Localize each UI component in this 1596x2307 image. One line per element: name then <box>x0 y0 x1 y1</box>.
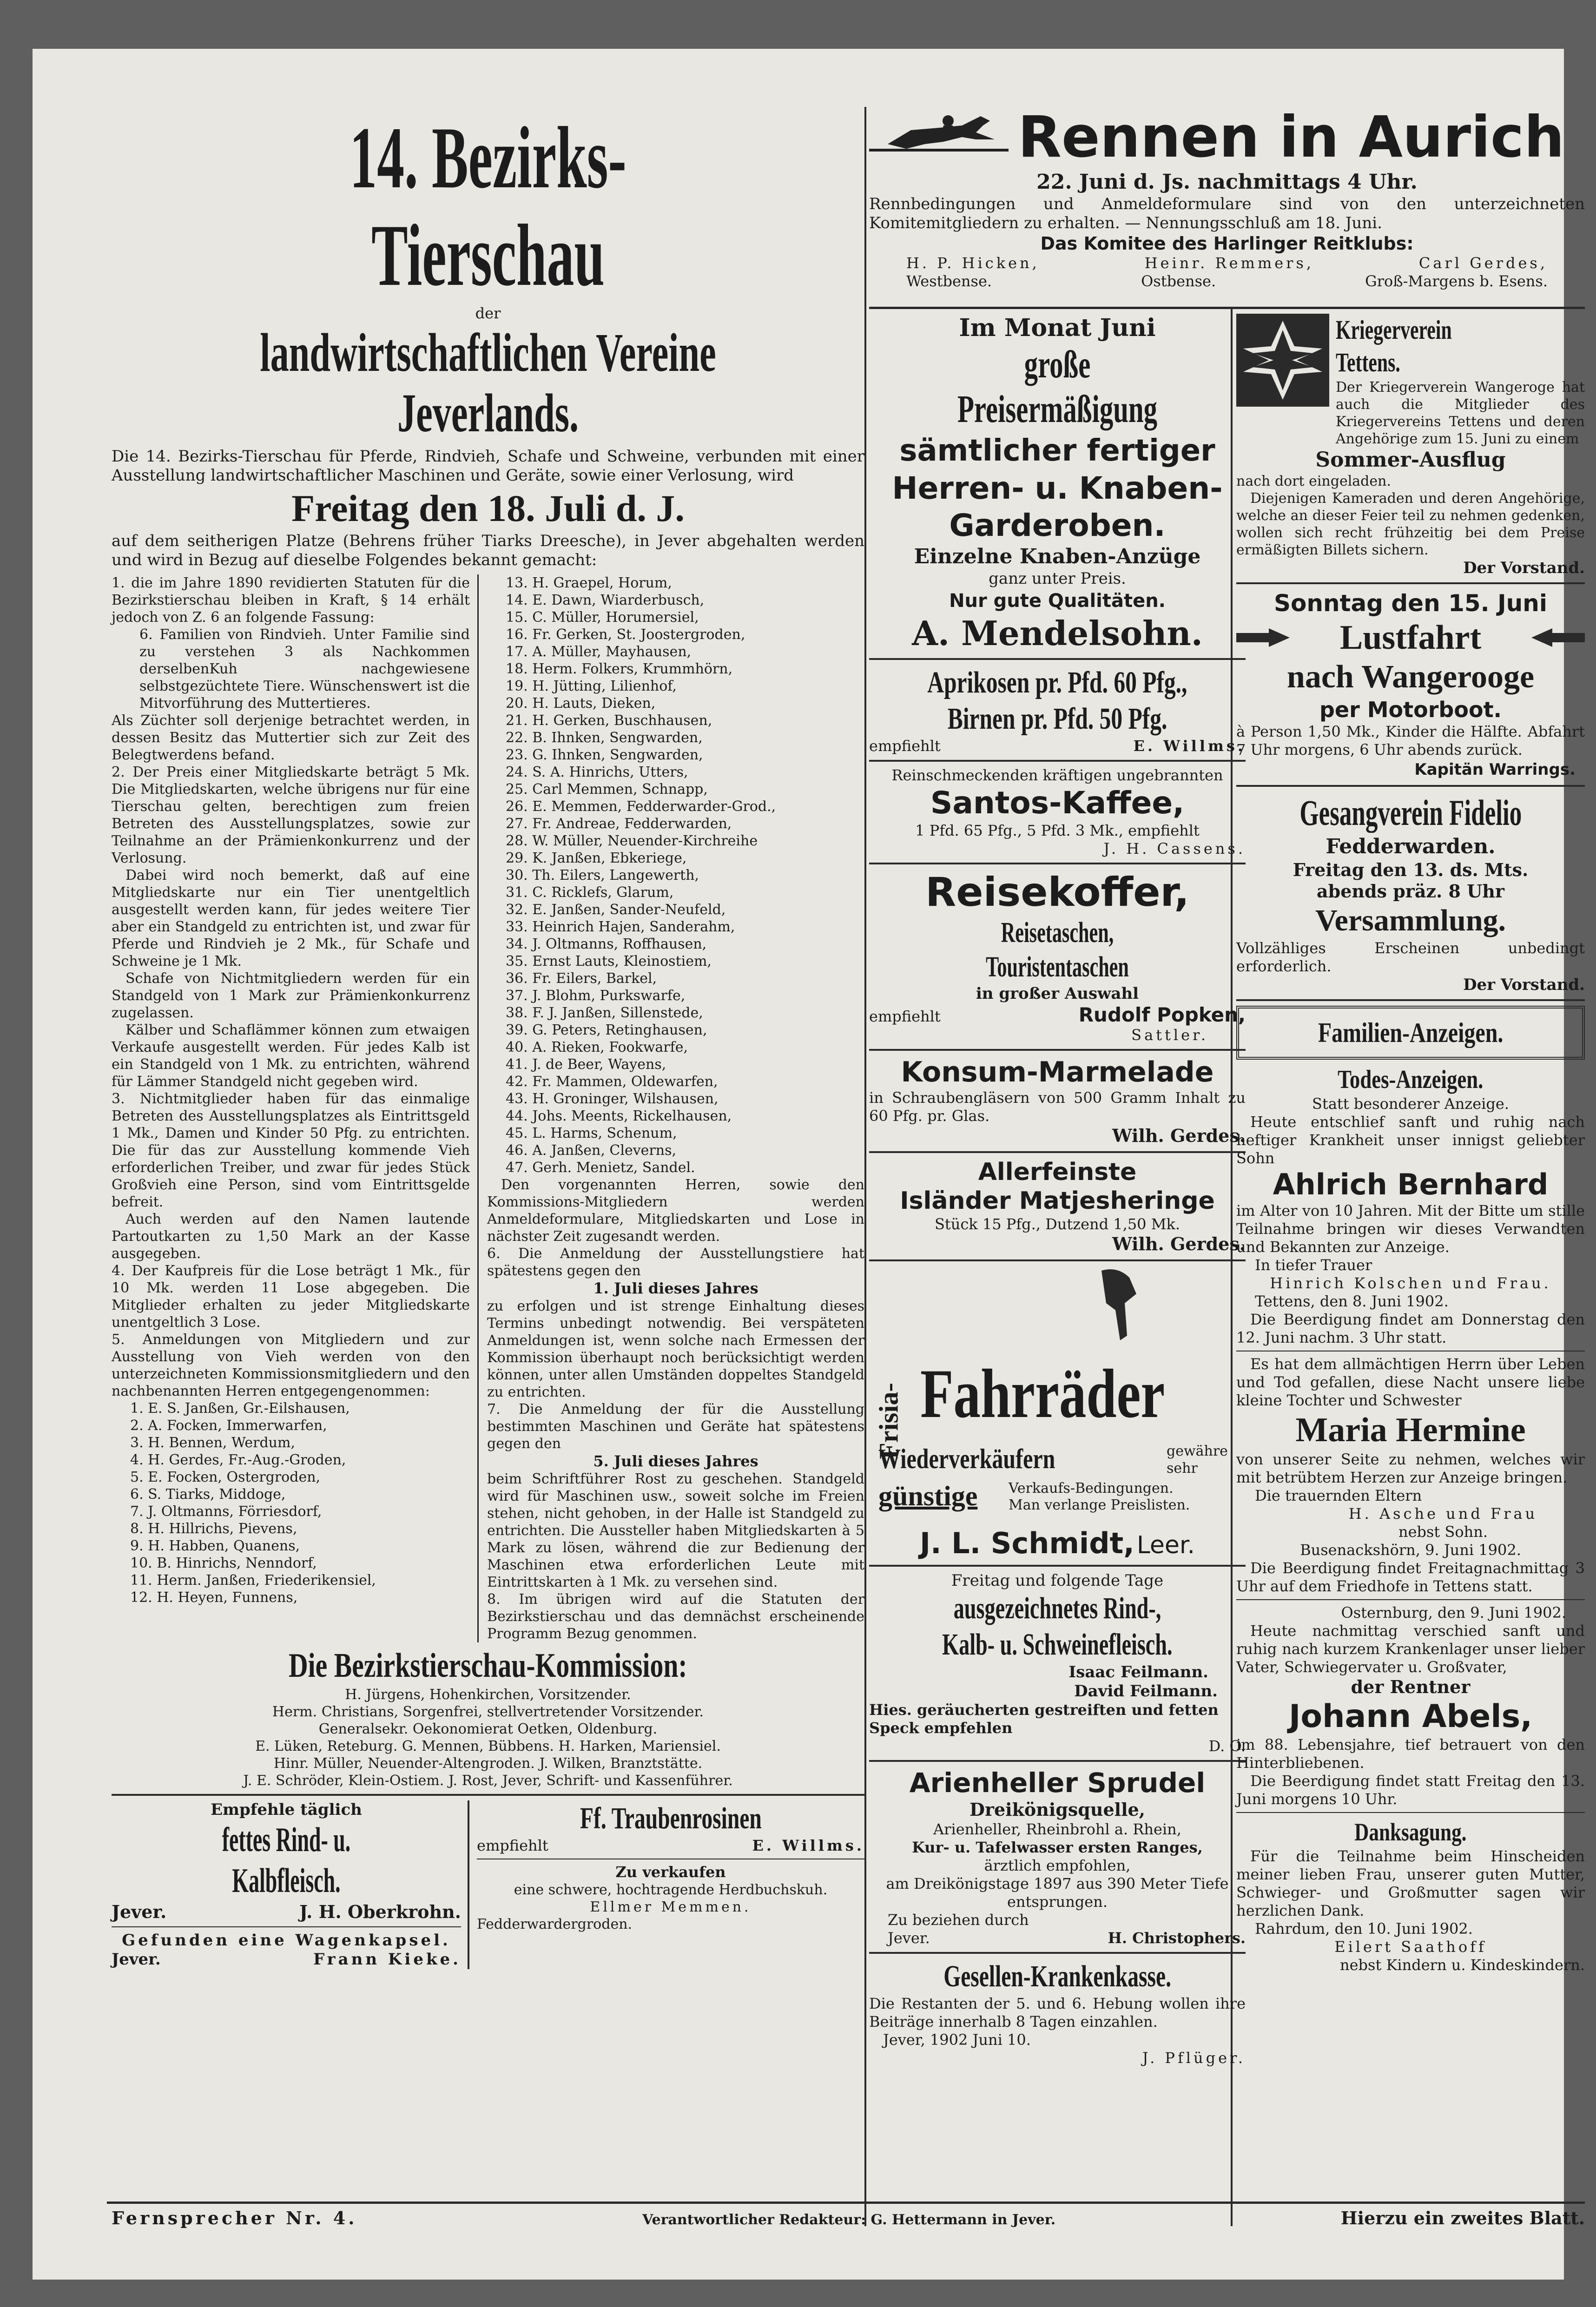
name-entry: 45. L. Harms, Schenum, <box>506 1125 677 1141</box>
todes-mourning: In tiefer Trauer <box>1255 1256 1372 1274</box>
fidelio-text: Vollzähliges Erscheinen unbedingt erforderlich. <box>1236 939 1585 975</box>
tod3-name: Johann Abels, <box>1289 1698 1532 1735</box>
fidelio-meeting: Versammlung. <box>1315 903 1506 937</box>
name-entry: 10. B. Hinrichs, Nenndorf, <box>130 1555 317 1571</box>
mendelsohn-quality: Nur gute Qualitäten. <box>949 590 1166 612</box>
name-entry: 36. Fr. Eilers, Barkel, <box>506 970 657 987</box>
luftfahrt-title: Lustfahrt <box>1339 619 1482 657</box>
racehorse-icon <box>869 112 1009 163</box>
fahrrad-company: J. L. Schmidt, <box>919 1526 1134 1560</box>
name-entry: 37. J. Blohm, Purkswarfe, <box>506 988 686 1004</box>
fidelio-place: Fedderwarden. <box>1326 835 1496 858</box>
luftfahrt-text: à Person 1,50 Mk., Kinder die Hälfte. Abfahrt 7 Uhr morgens, 6 Uhr abends zurück. <box>1236 723 1585 758</box>
fidelio-time: abends präz. 8 Uhr <box>1317 881 1504 902</box>
fahrrad-frisia: Frisia- <box>873 1383 904 1459</box>
name-entry: 17. A. Müller, Mayhausen, <box>506 644 692 660</box>
sprudel-city: Jever. <box>888 1929 930 1947</box>
name-entry: 14. E. Dawn, Wiarderbusch, <box>506 592 705 608</box>
rule-3: 3. Nichtmitglieder haben für das einmalige Betreten des Ausstellungsplatzes als Eintrittsgeld 1 Mk., Damen und Kinder 50 Pfg. zu entrichten. Die für das zur Ausstellung kommende Vieh erforderlichen Treiber, und zwar für jedes Stück Großvieh eine Person, sind vom Eintrittsgelde befreit. <box>112 1091 470 1210</box>
tod2-funeral: Die Beerdigung findet Freitagnachmittag 3 Uhr auf dem Friedhofe in Tettens statt. <box>1236 1559 1585 1595</box>
tierschau-der: der <box>475 304 501 322</box>
sprudel-recommend: ärztlich empfohlen, <box>984 1857 1131 1874</box>
name-entry: 5. E. Focken, Ostergroden, <box>130 1469 321 1485</box>
name-entry: 15. C. Müller, Horumersiel, <box>506 609 699 626</box>
commission-line: J. E. Schröder, Klein-Ostiem. J. Rost, Jever, Schrift- und Kassenführer. <box>243 1773 733 1789</box>
rennen-date: 22. Juni d. Js. nachmittags 4 Uhr. <box>1036 170 1418 194</box>
rules-right <box>479 574 864 1642</box>
tod2-name: Maria Hermine <box>1295 1411 1526 1449</box>
mendelsohn-line: Herren- u. Knaben- <box>892 470 1223 506</box>
koffer-empfiehlt: empfiehlt <box>869 1008 941 1025</box>
tod3-funeral: Die Beerdigung findet statt Freitag den 13. Juni morgens 10 Uhr. <box>1236 1772 1585 1808</box>
divider <box>869 1259 1246 1261</box>
name-entry: 33. Heinrich Hajen, Sanderahm, <box>506 919 735 935</box>
sprudel-source-by: Zu beziehen durch <box>888 1911 1029 1929</box>
fidelio-title: Gesangverein Fidelio <box>1299 792 1522 833</box>
todes-title: Todes-Anzeigen. <box>1338 1065 1484 1094</box>
dank-date: Rahrdum, den 10. Juni 1902. <box>1255 1920 1473 1938</box>
rules-left <box>112 574 479 1642</box>
fahrrad-pricelist: Man verlange Preislisten. <box>1009 1497 1190 1513</box>
commission-line: E. Lüken, Reteburg. G. Mennen, Bübbens. H. Harken, Mariensiel. <box>255 1738 721 1754</box>
kapsel-name: Frann Kieke. <box>313 1950 461 1969</box>
divider <box>869 1952 1246 1954</box>
footer-rule <box>107 2202 1585 2204</box>
dank-name: Eilert Saathoff <box>1334 1938 1487 1956</box>
column-right <box>1236 314 1585 2201</box>
fahrrad-title: Fahrräder <box>920 1355 1165 1432</box>
tod3-title: der Rentner <box>1351 1676 1471 1697</box>
oberkrohn-place: Jever. <box>112 1901 167 1922</box>
rule-6-date: 1. Juli dieses Jahres <box>593 1279 758 1297</box>
rule-forms: Den vorgenannten Herren, sowie den Kommissions-Mitgliedern werden Anmeldeformulare, Mitgliedskarten und Lose in nächster Zeit zugesandt werden. <box>487 1177 864 1245</box>
feilmann-intro: Freitag und folgende Tage <box>951 1571 1164 1590</box>
name-entry: 29. K. Janßen, Ebkeriege, <box>506 850 687 866</box>
name-entry: 6. S. Tiarks, Middoge, <box>130 1486 286 1503</box>
footer-phone: Fernsprecher Nr. 4. <box>112 2208 357 2228</box>
herd-name: Ellmer Memmen. <box>590 1899 752 1915</box>
mendelsohn-intro: Im Monat Juni <box>959 314 1156 342</box>
small-ads-left <box>112 1800 469 1969</box>
divider <box>869 1151 1246 1153</box>
rennen-member-place: Ostbense. <box>1141 272 1216 290</box>
santos-title: Santos-Kaffee, <box>930 785 1185 821</box>
todes-date: Tettens, den 8. Juni 1902. <box>1255 1292 1449 1310</box>
krieger-intro: Der Kriegerverein Wangeroge hat auch die Mitglieder des Kriegervereins Tettens und deren Angehörige zum 15. Juni zu einem <box>1336 379 1585 447</box>
name-entry: 2. A. Focken, Immerwarfen, <box>130 1417 327 1434</box>
pointing-hand-right-icon <box>1236 626 1292 649</box>
name-entry: 28. W. Müller, Neuender-Kirchreihe <box>506 833 758 849</box>
divider <box>1236 1812 1585 1813</box>
todes-funeral: Die Beerdigung findet am Donnerstag den 12. Juni nachm. 3 Uhr statt. <box>1236 1311 1585 1346</box>
luftfahrt-dest: nach Wangerooge <box>1286 659 1535 695</box>
konsum-text: in Schraubengläsern von 500 Gramm Inhalt zu 60 Pfg. pr. Glas. <box>869 1089 1246 1125</box>
koffer-sub: Reisetaschen, Touristentaschen <box>986 917 1129 983</box>
fahrrad-ad <box>869 1266 1246 1526</box>
herd-place: Fedderwardergroden. <box>477 1916 633 1932</box>
todes-family: Hinrich Kolschen und Frau. <box>1270 1274 1551 1292</box>
konsum-title: Konsum-Marmelade <box>901 1056 1214 1088</box>
rennen-member: H. P. Hicken, <box>906 254 1040 272</box>
name-entry: 1. E. S. Janßen, Gr.-Eilshausen, <box>130 1400 350 1417</box>
name-entry: 35. Ernst Lauts, Kleinostiem, <box>506 953 712 969</box>
mendelsohn-line: Garderoben. <box>949 508 1166 543</box>
tod3-date: Osternburg, den 9. Juni 1902. <box>1341 1604 1566 1621</box>
divider <box>869 760 1246 762</box>
rule-7-text: beim Schriftführer Rost zu geschehen. Standgeld wird für Maschinen usw., soweit solche im Freien stehen, nicht gehoben, in der Halle ist Standgeld zu entrichten. Die Aussteller haben Mitgliedskarten à 5 Mark zu lösen, während die zur Bedienung der Maschinen etwa erforderlichen Leute mit Eintrittskarten à 1 Mk. zu versehen sind. <box>487 1471 864 1590</box>
commission-line: Generalsekr. Oekonomierat Oetken, Oldenburg. <box>318 1721 658 1737</box>
name-entry: 31. C. Ricklefs, Glarum, <box>506 884 674 901</box>
tod2-family: H. Asche und Frau <box>1348 1505 1538 1523</box>
divider <box>112 1926 461 1927</box>
feilmann-initials: D. O. <box>1208 1737 1246 1755</box>
luftfahrt-date: Sonntag den 15. Juni <box>1273 590 1547 617</box>
tod2-date: Busenackshörn, 9. Juni 1902. <box>1300 1541 1521 1559</box>
oberkrohn-intro: Empfehle täglich <box>211 1800 362 1819</box>
name-entry: 23. G. Ihnken, Sengwarden, <box>506 747 703 763</box>
gesellen-name: J. Pflüger. <box>1142 2049 1246 2067</box>
name-entry: 4. H. Gerdes, Fr.-Aug.-Groden, <box>130 1452 346 1468</box>
sprudel-dealer: H. Christophers. <box>1108 1929 1246 1947</box>
mendelsohn-price: ganz unter Preis. <box>989 569 1126 588</box>
luftfahrt-captain: Kapitän Warrings. <box>1414 760 1576 779</box>
santos-price: 1 Pfd. 65 Pfg., 5 Pfd. 3 Mk., empfiehlt <box>915 822 1200 839</box>
family-ads-title: Familien-Anzeigen. <box>1318 1017 1504 1048</box>
todes-text: Heute entschlief sanft und ruhig nach heftiger Krankheit unser innigst geliebter Sohn <box>1236 1113 1585 1167</box>
tod3-text: Heute nachmittag verschied sanft und ruhig nach kurzem Krankenlager unser lieber Vater, Schwiegervater u. Großvater, <box>1236 1622 1585 1676</box>
herd-text: eine schwere, hochtragende Herdbuchskuh. <box>514 1882 828 1898</box>
tod3-text2: im 88. Lebensjahre, tief betrauert von den Hinterbliebenen. <box>1236 1736 1585 1772</box>
rule-6-text: zu erfolgen und ist strenge Einhaltung dieses Termins unbedingt notwendig. Bei verspäteten Anmeldungen ist, wenn solche nach Ermessen der Kommission überhaupt noch berücksichtigt werden können, unter allen Umständen doppeltes Standgeld zu entrichten. <box>487 1298 864 1400</box>
oberkrohn-offer: fettes Rind- u. Kalbfleisch. <box>222 1821 351 1900</box>
family-ads-banner <box>1236 1006 1585 1060</box>
tierschau-place: auf dem seitherigen Platze (Behrens früher Tiarks Dreesche), in Jever abgehalten werden und wird in Bezug auf dieselbe Folgendes bekannt gemacht: <box>112 532 864 569</box>
rennen-committee: Das Komitee des Harlinger Reitklubs: <box>1040 233 1414 254</box>
commission-title: Die Bezirkstierschau-Kommission: <box>289 1647 687 1685</box>
name-entry: 39. G. Peters, Retinghausen, <box>506 1022 707 1038</box>
krieger-invited: nach dort eingeladen. <box>1236 473 1391 489</box>
mendelsohn-line: sämtlicher fertiger <box>899 434 1215 468</box>
fahrrad-conditions: Verkaufs-Bedingungen. <box>1009 1480 1174 1496</box>
footer <box>112 2208 1585 2229</box>
tod2-parents: Die trauernden Eltern <box>1255 1487 1422 1504</box>
name-entry: 24. S. A. Hinrichs, Utters, <box>506 764 688 780</box>
divider <box>1236 582 1585 584</box>
dank-title: Danksagung. <box>1354 1818 1467 1846</box>
rennen-text: Rennbedingungen und Anmeldeformulare sind von den unterzeichneten Komitemitgliedern zu erhalten. — Nennungsschluß am 18. Juni. <box>869 195 1585 232</box>
name-entry: 22. B. Ihnken, Sengwarden, <box>506 730 703 746</box>
luftfahrt-boat: per Motorboot. <box>1319 697 1502 722</box>
feilmann-offer: ausgezeichnetes Rind-, <box>953 1591 1161 1625</box>
commission-line: Hinr. Müller, Neuender-Altengroden. J. Wilken, Branztstätte. <box>273 1755 703 1772</box>
column-rule-left <box>864 107 866 2226</box>
rule-2: 2. Der Preis einer Mitgliedskarte beträgt 5 Mk. Die Mitgliedskarten, welche übrigens nur für eine Tierschau gelten, berechtigen zum freien Betreten des Ausstellungsplatzes, sowie zur Teilnahme an der Prämienkonkurrenz und der Verlosung. <box>112 764 470 866</box>
mendelsohn-name: A. Mendelsohn. <box>912 613 1203 653</box>
matjes-name: Wilh. Gerdes. <box>1112 1233 1246 1254</box>
rule-4: 4. Der Kaufpreis für die Lose beträgt 1 Mk., für 10 Mk. werden 11 Lose abgegeben. Die Mitglieder erhalten zu jeder Mitgliedskarte unentgeltlich 3 Lose. <box>112 1263 470 1331</box>
dank-text: Für die Teilnahme beim Hinscheiden meiner lieben Frau, unserer guten Mutter, Schwieger- und Großmutter sagen wir herzlichen Dank. <box>1236 1847 1585 1919</box>
name-entry: 47. Gerh. Menietz, Sandel. <box>506 1160 695 1176</box>
tierschau-intro: Die 14. Bezirks-Tierschau für Pferde, Rindvieh, Schafe und Schweine, verbunden mit einer Ausstellung landwirtschaftlicher Maschinen und Geräte, sowie einer Verlosung, wird <box>112 447 864 485</box>
pointing-hand-icon <box>1092 1266 1143 1345</box>
rennen-member-place: Groß-Margens b. Esens. <box>1365 272 1548 290</box>
aprikosen-line: Aprikosen pr. Pfd. 60 Pfg., <box>927 666 1187 699</box>
column-middle <box>869 314 1246 2201</box>
divider <box>1236 785 1585 787</box>
name-entry: 41. J. de Beer, Wayens, <box>506 1056 666 1073</box>
rule-7-date: 5. Juli dieses Jahres <box>593 1452 758 1470</box>
trauben-title: Ff. Traubenrosinen <box>580 1801 762 1835</box>
tod2-son: nebst Sohn. <box>1398 1523 1488 1541</box>
divider <box>1236 999 1585 1001</box>
name-entry: 9. H. Habben, Quanens, <box>130 1538 300 1554</box>
rule-6: 6. Familien von Rindvieh. Unter Familie sind zu verstehen 3 als Nachkommen derselbenKuh nachgewiesene selbstgezüchtete Tiere. Wünschenswert ist die Mitvorführung des Muttertieres. <box>139 626 470 712</box>
santos-intro: Reinschmeckenden kräftigen ungebrannten <box>891 766 1223 784</box>
rule-schafe: Schafe von Nichtmitgliedern werden für ein Standgeld von 1 Mark zur Prämienkonkurrenz zugelassen. <box>112 970 470 1021</box>
todes-text2: im Alter von 10 Jahren. Mit der Bitte um stille Teilnahme bringen wir dieses Verwandten und Bekannten zur Anzeige. <box>1236 1202 1585 1256</box>
rule-6-deadline: 6. Die Anmeldung der Ausstellungstiere hat spätestens gegen den <box>487 1246 864 1279</box>
krieger-board: Der Vorstand. <box>1463 559 1585 577</box>
rule-8: 8. Im übrigen wird auf die Statuten der Bezirkstierschau und das demnächst erscheinende Programm Bezug genommen. <box>487 1591 864 1642</box>
herd-title: Zu verkaufen <box>615 1863 726 1881</box>
divider <box>869 658 1246 660</box>
divider <box>869 1565 1246 1567</box>
matjes-price: Stück 15 Pfg., Dutzend 1,50 Mk. <box>934 1215 1181 1233</box>
rennen-ad <box>869 105 1585 304</box>
kapsel-text: Gefunden eine Wagenkapsel. <box>122 1931 451 1950</box>
divider <box>869 1049 1246 1051</box>
koffer-name: Rudolf Popken, <box>1078 1003 1246 1026</box>
name-entry: 11. Herm. Janßen, Friederikensiel, <box>130 1572 376 1589</box>
fidelio-board: Der Vorstand. <box>1463 976 1585 994</box>
tierschau-title: 14. Bezirks-Tierschau <box>350 109 627 304</box>
name-entry: 34. J. Oltmanns, Roffhausen, <box>506 936 707 952</box>
commission-line: H. Jürgens, Hohenkirchen, Vorsitzender. <box>345 1687 631 1703</box>
small-ads-right <box>469 1800 864 1969</box>
footer-supplement: Hierzu ein zweites Blatt. <box>1340 2208 1585 2228</box>
name-entry: 26. E. Memmen, Fedderwarder-Grod., <box>506 798 776 815</box>
oberkrohn-name: J. H. Oberkrohn. <box>299 1901 461 1922</box>
name-entry: 42. Fr. Mammen, Oldewarfen, <box>506 1074 718 1090</box>
divider <box>869 307 1585 309</box>
feilmann-name1: Isaac Feilmann. <box>1068 1663 1208 1681</box>
name-entry: 3. H. Bennen, Werdum, <box>130 1435 295 1451</box>
trauben-empfiehlt: empfiehlt <box>477 1837 548 1854</box>
name-entry: 25. Carl Memmen, Schnapp, <box>506 781 708 798</box>
rennen-member-place: Westbense. <box>906 272 992 290</box>
name-entry: 16. Fr. Gerken, St. Joostergroden, <box>506 626 745 643</box>
commission-line: Herm. Christians, Sorgenfrei, stellvertretender Vorsitzender. <box>272 1704 704 1720</box>
name-entry: 30. Th. Eilers, Langewerth, <box>506 867 699 883</box>
names-list-right <box>487 574 864 1176</box>
name-entry: 38. F. J. Janßen, Sillenstede, <box>506 1005 703 1021</box>
name-entry: 21. H. Gerken, Buschhausen, <box>506 712 712 729</box>
fahrrad-favorable: günstige <box>878 1481 978 1511</box>
divider <box>869 863 1246 864</box>
mendelsohn-suits: Einzelne Knaben-Anzüge <box>914 545 1201 568</box>
name-entry: 18. Herm. Folkers, Krummhörn, <box>506 661 733 677</box>
feilmann-speck: Hies. geräucherten gestreiften und fetten Speck empfehlen <box>869 1701 1219 1737</box>
name-entry: 8. H. Hillrichs, Pievens, <box>130 1521 297 1537</box>
names-list-left <box>112 1400 470 1606</box>
divider <box>112 1794 864 1796</box>
dank-family: nebst Kindern u. Kindeskindern. <box>1339 1956 1585 1974</box>
rule-kaelber: Kälber und Schaflämmer können zum etwaigen Verkaufe ausgestellt werden. Für jedes Kalb ist ein Standgeld von 1 Mk. zu entrichten, während für Lämmer Standgeld nicht gegeben wird. <box>112 1022 470 1090</box>
matjes-intro: Allerfeinste <box>978 1158 1137 1186</box>
name-entry: 7. J. Oltmanns, Förriesdorf, <box>130 1503 322 1520</box>
name-entry: 46. A. Janßen, Cleverns, <box>506 1142 677 1159</box>
newspaper-page <box>33 49 1585 2280</box>
divider <box>1236 1599 1585 1600</box>
sprudel-depth: am Dreikönigstage 1897 aus 390 Meter Tiefe entsprungen. <box>886 1875 1229 1911</box>
matjes-title: Isländer Matjesheringe <box>900 1187 1215 1215</box>
aprikosen-name: E. Willms. <box>1133 737 1246 755</box>
gesellen-title: Gesellen-Krankenkasse. <box>943 1959 1171 1993</box>
todes-notice: Statt besonderer Anzeige. <box>1312 1095 1509 1113</box>
tod2-text: Es hat dem allmächtigen Herrn über Leben und Tod gefallen, diese Nacht unsere liebe kleine Tochter und Schwester <box>1236 1355 1585 1409</box>
tierschau-subtitle: landwirtschaftlichen Vereine Jeverlands. <box>260 322 716 443</box>
krieger-trip: Sommer-Ausflug <box>1315 448 1506 472</box>
rule-1: 1. die im Jahre 1890 revidierten Statuten für die Bezirkstierschau bleiben in Kraft, § 14 erhält jedoch von Z. 6 an folgende Fassung: <box>112 575 470 626</box>
santos-name: J. H. Cassens. <box>1103 840 1246 857</box>
rennen-title: Rennen in Aurich <box>1018 104 1565 170</box>
gesellen-date: Jever, 1902 Juni 10. <box>883 2031 1031 2049</box>
mendelsohn-discount: große Preisermäßigung <box>957 343 1158 431</box>
krieger-text: Diejenigen Kameraden und deren Angehörige, welche an dieser Feier teil zu nehmen gedenken, wollen sich recht frühzeitig bei dem Preise ermäßigten Billets sichern. <box>1236 490 1585 558</box>
fahrrad-city: Leer. <box>1136 1531 1195 1559</box>
name-entry: 12. H. Heyen, Funnens, <box>130 1589 298 1606</box>
rule-partout: Auch werden auf den Namen lautende Partoutkarten zu 1,50 Mark an der Kasse ausgegeben. <box>112 1211 470 1262</box>
sprudel-title: Arienheller Sprudel <box>909 1767 1206 1799</box>
krieger-title: Kriegerverein Tettens. <box>1336 315 1452 377</box>
name-entry: 19. H. Jütting, Lilienhof, <box>506 678 677 694</box>
iron-cross-icon <box>1236 314 1329 407</box>
name-entry: 40. A. Rieken, Fookwarfe, <box>506 1039 688 1055</box>
name-entry: 44. Johs. Meents, Rickelhausen, <box>506 1108 732 1124</box>
fidelio-date: Freitag den 13. ds. Mts. <box>1293 859 1529 880</box>
tod2-text2: von unserer Seite zu nehmen, welches wir mit betrübtem Herzen zur Anzeige bringen. <box>1236 1450 1585 1486</box>
trauben-name: E. Willms. <box>752 1837 864 1854</box>
tierschau-announcement <box>112 105 864 2201</box>
koffer-title: Reisekoffer, <box>925 869 1189 916</box>
kapsel-place: Jever. <box>112 1950 161 1969</box>
rule-7: 7. Die Anmeldung der für die Ausstellung bestimmten Maschinen und Geräte hat spätestens gegen den <box>487 1401 864 1452</box>
fahrrad-resellers: Wiederverkäufern <box>878 1444 1055 1474</box>
tierschau-date: Freitag den 18. Juli d. J. <box>291 487 685 529</box>
birnen-line: Birnen pr. Pfd. 50 Pfg. <box>947 702 1167 736</box>
rennen-member: Heinr. Remmers, <box>1144 254 1314 272</box>
todes-name: Ahlrich Bernhard <box>1273 1167 1549 1201</box>
sprudel-source: Dreikönigsquelle, <box>969 1799 1145 1820</box>
pointing-hand-left-icon <box>1529 626 1585 649</box>
koffer-choice: in großer Auswahl <box>976 984 1139 1003</box>
sprudel-quality: Kur- u. Tafelwasser ersten Ranges, <box>912 1839 1203 1856</box>
rennen-member: Carl Gerdes, <box>1418 254 1548 272</box>
feilmann-offer2: Kalb- u. Schweinefleisch. <box>942 1628 1173 1661</box>
name-entry: 32. E. Janßen, Sander-Neufeld, <box>506 902 726 918</box>
rule-zuechter: Als Züchter soll derjenige betrachtet werden, in dessen Besitz das Muttertier sich zur Zeit des Belegtwerdens befand. <box>112 712 470 763</box>
divider <box>869 1760 1246 1762</box>
rule-2-note: Dabei wird noch bemerkt, daß auf eine Mitgliedskarte nur ein Tier unentgeltlich ausgestellt werden kann, für jedes weitere Tier aber ein Standgeld zu entrichten ist, und zwar für Pferde und Rindvieh je 2 Mk., für Schafe und Schweine je 1 Mk. <box>112 867 470 969</box>
name-entry: 13. H. Graepel, Horum, <box>506 575 672 591</box>
name-entry: 43. H. Groninger, Wilshausen, <box>506 1091 719 1107</box>
koffer-trade: Sattler. <box>1131 1026 1208 1044</box>
rule-5: 5. Anmeldungen von Mitgliedern und zur Ausstellung von Vieh werden von den unterzeichneten Kommissionsmitgliedern und den nachbenannten Herren entgegengenommen: <box>112 1331 470 1399</box>
name-entry: 20. H. Lauts, Dieken, <box>506 695 656 712</box>
feilmann-name2: David Feilmann. <box>1074 1682 1218 1701</box>
gesellen-text: Die Restanten der 5. und 6. Hebung wollen ihre Beiträge innerhalb 8 Tagen einzahlen. <box>869 1995 1246 2030</box>
name-entry: 27. Fr. Andreae, Fedderwarden, <box>506 816 732 832</box>
konsum-name: Wilh. Gerdes. <box>1112 1125 1246 1146</box>
fahrrad-grant: gewähre sehr <box>1167 1443 1228 1476</box>
sprudel-place: Arienheller, Rheinbrohl a. Rhein, <box>933 1820 1181 1838</box>
aprikosen-empfiehlt: empfiehlt <box>869 737 941 755</box>
footer-editor: Verantwortlicher Redakteur: G. Hettermann in Jever. <box>642 2212 1056 2228</box>
